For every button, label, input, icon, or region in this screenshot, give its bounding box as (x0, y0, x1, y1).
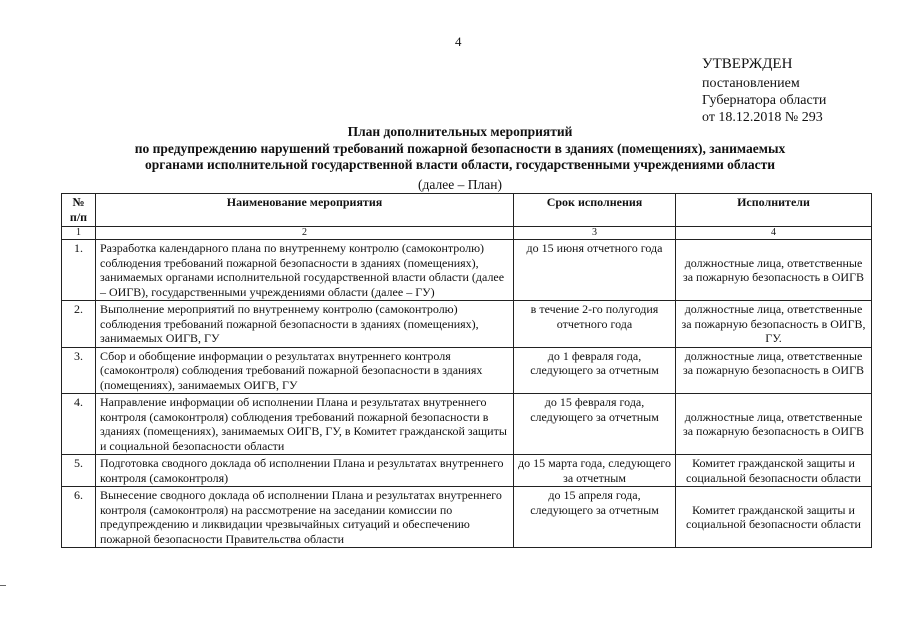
approval-line: от 18.12.2018 № 293 (702, 110, 823, 125)
table-row (62, 487, 872, 548)
row-num: 3. (62, 347, 96, 394)
row-term: до 15 марта года, следующего за отчетным (514, 455, 676, 487)
row-exec: должностные лица, ответственные за пожарную безопасность в ОИГВ (676, 394, 872, 455)
header-exec: Исполнители (676, 194, 872, 227)
approval-block (702, 56, 902, 126)
document-title (60, 124, 860, 174)
row-term: до 15 февраля года, следующего за отчетным (514, 394, 676, 455)
row-term: в течение 2-го полугодия отчетного года (514, 301, 676, 348)
row-exec: должностные лица, ответственные за пожарную безопасность в ОИГВ, ГУ. (676, 301, 872, 348)
row-num: 4. (62, 394, 96, 455)
approval-head: УТВЕРЖДЕН (702, 56, 793, 72)
plan-table (61, 193, 872, 548)
row-num: 1. (62, 240, 96, 301)
index-cell: 2 (96, 227, 514, 240)
row-num: 2. (62, 301, 96, 348)
row-term: до 15 апреля года, следующего за отчетным (514, 487, 676, 548)
index-cell: 3 (514, 227, 676, 240)
row-name: Сбор и обобщение информации о результатах внутреннего контроля (самоконтроля) соблюдения требований пожарной безопасности в зданиях (помещениях), занимаемых ОИГВ, ГУ (96, 347, 514, 394)
document-subtitle: (далее – План) (418, 177, 502, 192)
approval-line: постановлением (702, 76, 800, 91)
title-line: органами исполнительной государственной власти области, государственными учреждениями области (144, 157, 776, 172)
approval-line: Губернатора области (702, 93, 827, 108)
row-name: Вынесение сводного доклада об исполнении Плана и результатах внутреннего контроля (самоконтроля) на рассмотрение на заседании комиссии по предупреждению и ликвидации чрезвычайных ситуаций и обеспечению пожарной безопасности Правительства области (96, 487, 514, 548)
table-row (62, 240, 872, 301)
page-number: 4 (455, 34, 462, 49)
row-name: Выполнение мероприятий по внутреннему контролю (самоконтролю) соблюдения требований пожарной безопасности в зданиях (помещениях), занимаемых ОИГВ, ГУ (96, 301, 514, 348)
margin-mark (0, 585, 6, 586)
row-num: 6. (62, 487, 96, 548)
title-line: по предупреждению нарушений требований пожарной безопасности в зданиях (помещениях), занимаемых (134, 140, 786, 156)
index-cell: 4 (676, 227, 872, 240)
header-num: № п/п (62, 194, 96, 227)
table-row (62, 394, 872, 455)
row-name: Подготовка сводного доклада об исполнении Плана и результатах внутреннего контроля (самоконтроля) (96, 455, 514, 487)
table-row (62, 301, 872, 348)
table-row (62, 347, 872, 394)
table-index-row (62, 227, 872, 240)
row-name: Направление информации об исполнении Плана и результатах внутреннего контроля (самоконтроля) соблюдения требований пожарной безопасности в зданиях (помещениях), занимаемых ОИГВ, ГУ, в Комитет гражданской защиты и социальной безопасности области (96, 394, 514, 455)
row-exec: должностные лица, ответственные за пожарную безопасность в ОИГВ (676, 240, 872, 301)
table-row (62, 455, 872, 487)
row-exec: должностные лица, ответственные за пожарную безопасность в ОИГВ (676, 347, 872, 394)
row-term: до 1 февраля года, следующего за отчетным (514, 347, 676, 394)
row-exec: Комитет гражданской защиты и социальной безопасности области (676, 455, 872, 487)
table-header-row (62, 194, 872, 227)
row-exec: Комитет гражданской защиты и социальной безопасности области (676, 487, 872, 548)
row-num: 5. (62, 455, 96, 487)
header-term: Срок исполнения (514, 194, 676, 227)
row-name: Разработка календарного плана по внутреннему контролю (самоконтролю) соблюдения требований пожарной безопасности в зданиях (помещениях), занимаемых органами исполнительной государственной власти области (далее – ОИГВ), государственными учреждениями области (далее – ГУ) (96, 240, 514, 301)
header-name: Наименование мероприятия (96, 194, 514, 227)
index-cell: 1 (62, 227, 96, 240)
title-line: План дополнительных мероприятий (347, 124, 573, 139)
row-term: до 15 июня отчетного года (514, 240, 676, 301)
